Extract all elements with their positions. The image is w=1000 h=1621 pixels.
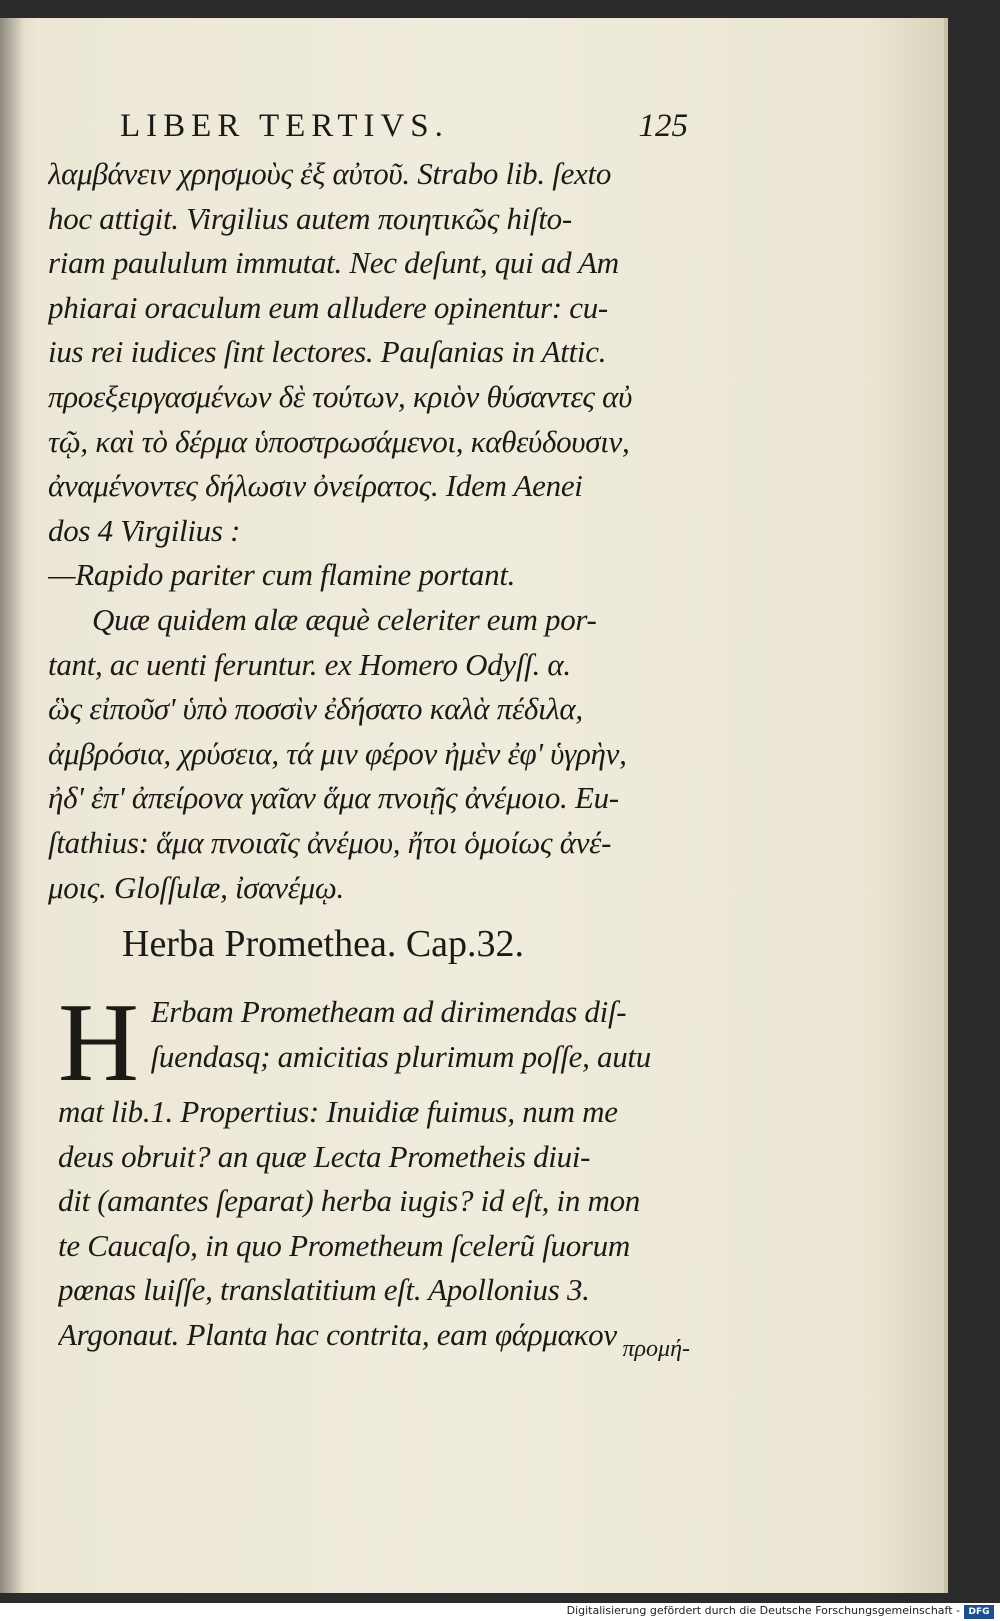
text-line: hoc attigit. Virgilius autem ποιητικῶς hiſto- bbox=[48, 200, 572, 236]
text-line: Argonaut. Planta hac contrita, eam φάρμακον bbox=[58, 1316, 617, 1352]
text-line: λαμβάνειν χρησμοὺς ἐξ αὐτοῦ. Strabo lib. ſexto bbox=[48, 156, 612, 191]
text-line: pœnas luiſſe, translatitium eſt. Apollonius 3. bbox=[58, 1272, 590, 1308]
text-line: —Rapido pariter cum flamine portant. bbox=[48, 557, 516, 593]
running-head-title: LIBER TERTIVS. bbox=[120, 108, 449, 144]
text-line: ὣς εἰποῦσ' ὑπὸ ποσσὶν ἐδήσατο καλὰ πέδιλα, bbox=[48, 691, 583, 727]
drop-cap: H bbox=[58, 981, 139, 1105]
chapter-heading: Herba Promethea. Cap.32. bbox=[122, 923, 525, 965]
text-line: προεξειργασμένων δὲ τούτων, κριὸν θύσαντες αὐ bbox=[48, 378, 633, 414]
passage-one bbox=[48, 152, 688, 910]
text-line: Erbam Prometheam ad dirimendas diſ- bbox=[150, 994, 627, 1029]
text-line: mat lib.1. Propertius: Inuidiæ fuimus, num me bbox=[58, 1094, 618, 1129]
footer-credit: Digitalisierung gefördert durch die Deutsche Forschungsgemeinschaft - bbox=[566, 1604, 960, 1617]
text-line: ſuendasq; amicitias plurimum poſſe, autu bbox=[150, 1038, 651, 1074]
gutter-shadow bbox=[0, 18, 24, 1593]
text-line: ἀναμένοντες δήλωσιν ὀνείρατος. Idem Aenei bbox=[48, 468, 583, 504]
page-number: 125 bbox=[638, 108, 688, 144]
text-line: μοις. Gloſſulæ, ἰσανέμῳ. bbox=[48, 869, 344, 905]
text-line: ius rei iudices ſint lectores. Pauſanias in Attic. bbox=[48, 334, 607, 370]
text-line: riam paululum immutat. Nec deſunt, qui ad Am bbox=[48, 245, 619, 281]
text-line: dit (amantes ſeparat) herba iugis? id eſt, in mon bbox=[58, 1183, 641, 1219]
text-line: ἠδ' ἐπ' ἀπείρονα γαῖαν ἅμα πνοιῇς ἀνέμοιο. Eu- bbox=[48, 780, 619, 816]
text-line: τῷ, καὶ τὸ δέρμα ὑποστρωσάμενοι, καθεύδουσιν, bbox=[48, 423, 630, 459]
passage-two bbox=[58, 981, 692, 1358]
running-head bbox=[120, 108, 700, 152]
dfg-logo[interactable]: DFG bbox=[964, 1605, 994, 1619]
text-line: ſtathius: ἅμα πνοιαῖς ἀνέμου, ἤτοι ὁμοίως ἀνέ- bbox=[48, 824, 612, 860]
text-line: dos 4 Virgilius : bbox=[48, 512, 241, 548]
catchword: προμή- bbox=[622, 1336, 690, 1362]
text-line: ἀμβρόσια, χρύσεια, τά μιν φέρον ἠμὲν ἐφ' ὑγρὴν, bbox=[48, 735, 627, 771]
text-line: phiarai oraculum eum alludere opinentur: cu- bbox=[48, 289, 608, 325]
text-line: Quæ quidem alæ æquè celeriter eum por- bbox=[92, 601, 597, 637]
text-line: deus obruit? an quæ Lecta Prometheis diui- bbox=[58, 1138, 591, 1174]
footer-bar bbox=[0, 1603, 1000, 1621]
text-line: te Caucaſo, in quo Prometheum ſcelerũ ſuorum bbox=[58, 1227, 630, 1263]
text-line: tant, ac uenti feruntur. ex Homero Odyſſ. α. bbox=[48, 646, 571, 682]
